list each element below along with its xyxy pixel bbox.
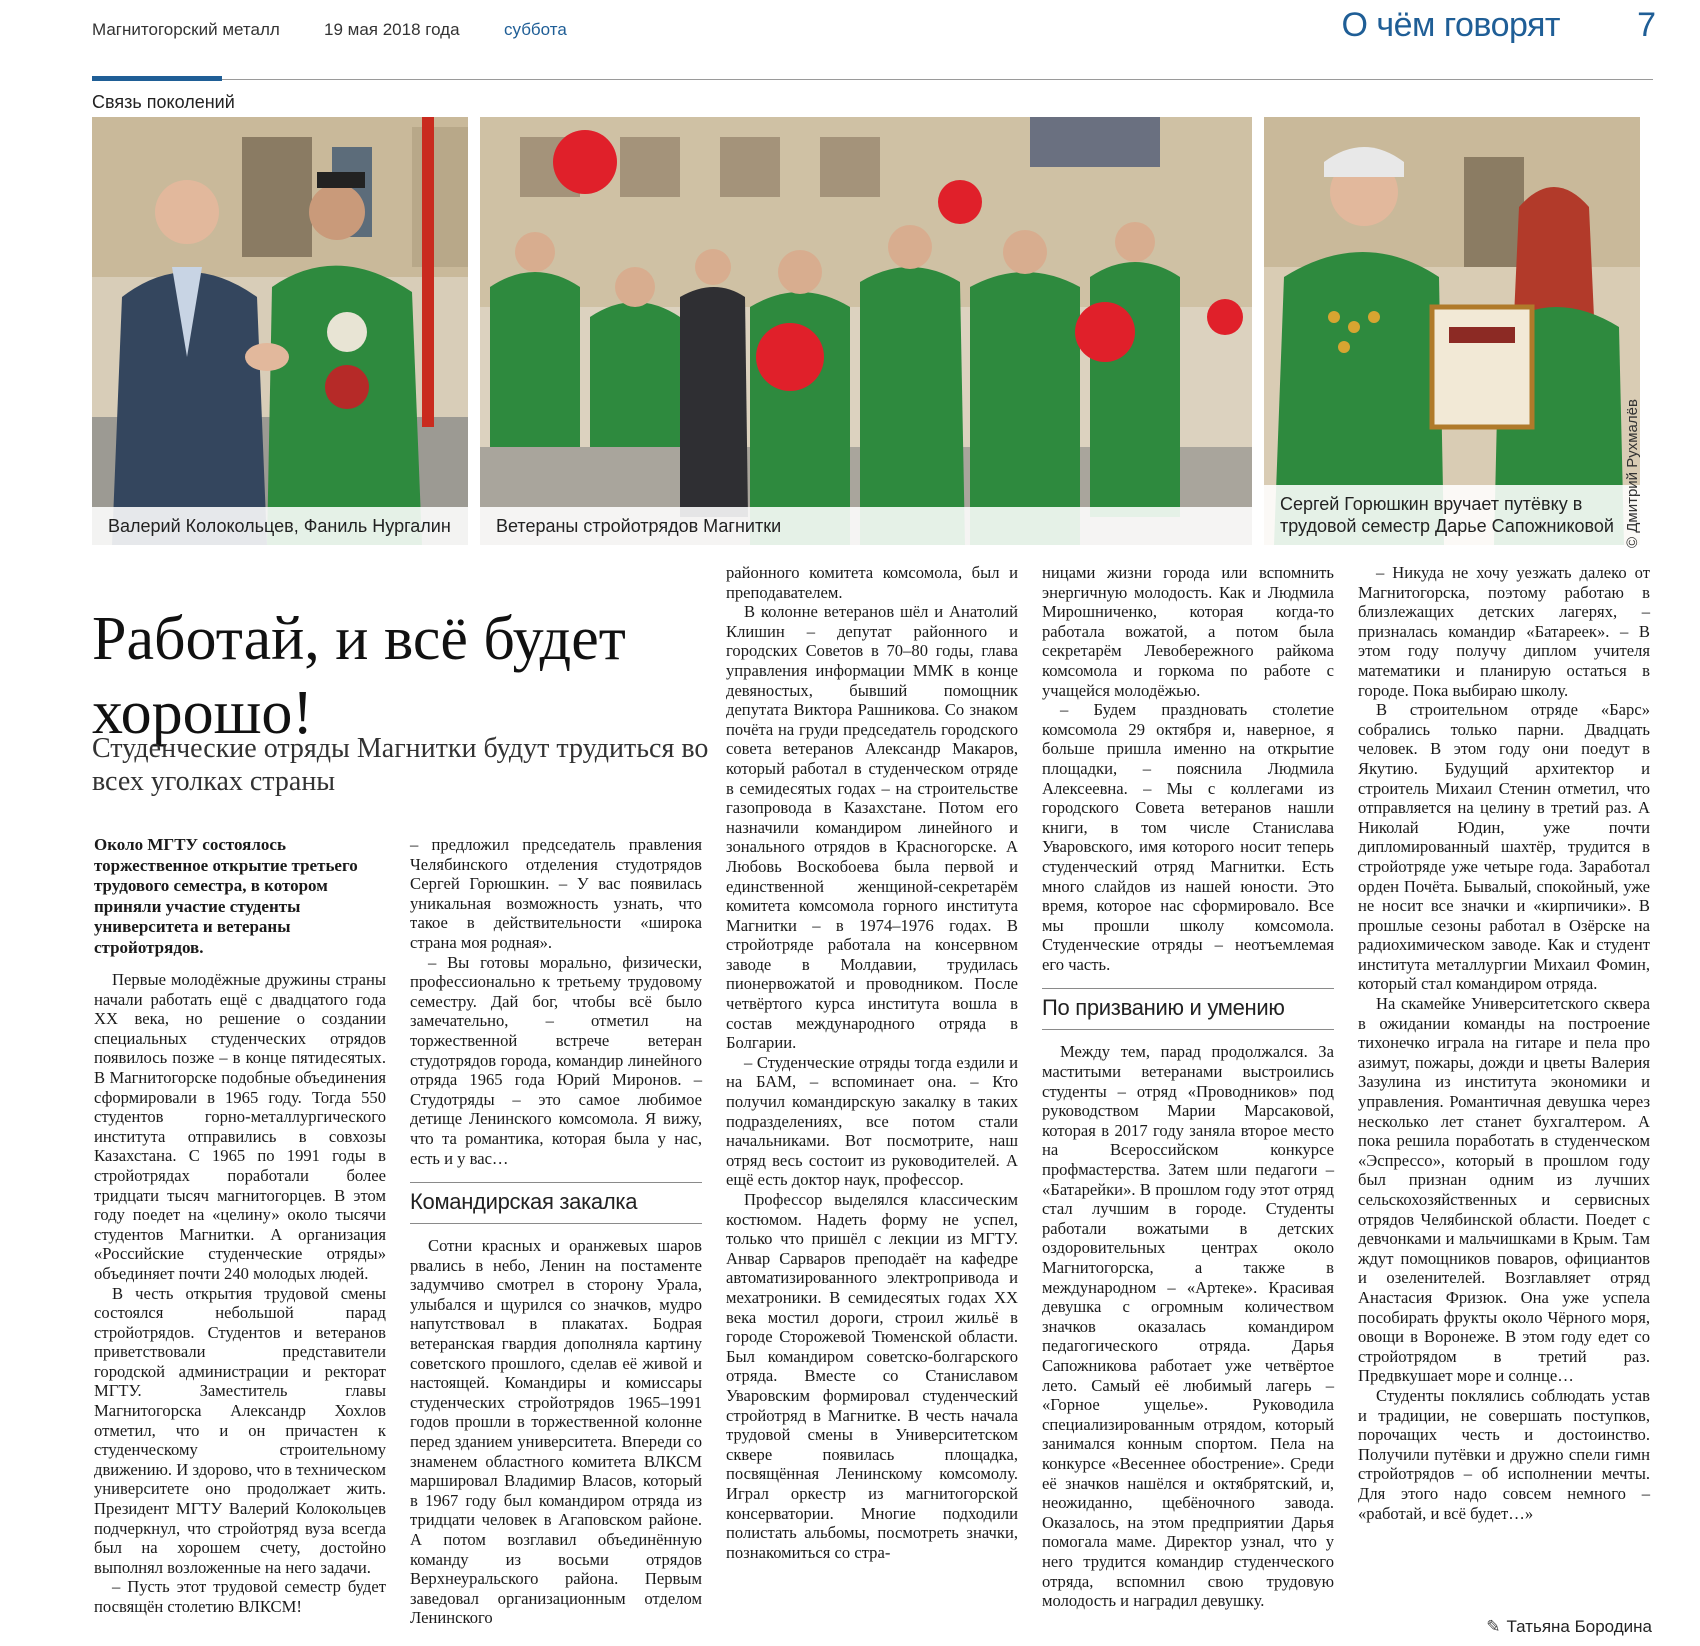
author-signature xyxy=(1486,1617,1652,1637)
photo-caption-2: Ветераны стройотрядов Магнитки xyxy=(480,507,1252,545)
paragraph: – Пусть этот трудовой семестр будет посвящён столетию ВЛКСМ! xyxy=(94,1577,386,1616)
paragraph: районного комитета комсомола, был и преподавателем. xyxy=(726,563,1018,602)
paragraph: – предложил председатель правления Челябинского отделения студотрядов Сергей Горюшкин. – У вас появилась уникальная возможность узнать, что такое в действительности «широка страна моя родная». xyxy=(410,835,702,952)
paragraph: ницами жизни города или вспомнить энергичную молодость. Как и Людмила Мирошниченко, которая когда-то работала вожатой, а потом была секретарём Левобережного райкома комсомола и горкома по работе с учащейся молодёжью. xyxy=(1042,563,1334,700)
article-lead: Около МГТУ состоялось торжественное открытие третьего трудового семестра, в котором приняли участие студенты университета и ветераны стройотрядов. xyxy=(94,835,358,957)
paragraph: Профессор выделялся классическим костюмом. Надеть форму не успел, только что пришёл с лекции из МГТУ. Анвар Сарваров преподаёт на кафедре автоматизированного электропривода и мехатроники. В семидесятых годах XX века мостил дороги, строил жильё в городе Сторожевой Тюменской области. Был командиром советско-болгарского отряда. Вместе со Станиславом Уваровским формировал студенческий стройотряд в Магнитке. В честь начала трудовой смены в Университетском сквере появилась площадка, посвящённая Ленинскому комсомолу. Играл оркестр из магнитогорской консерватории. Многие подходили полистать альбомы, посмотреть значки, познакомиться со стра- xyxy=(726,1190,1018,1562)
article-column-4 xyxy=(1042,563,1334,1611)
photo-handshake xyxy=(92,117,468,545)
paragraph: На скамейке Университетского сквера в ожидании команды на построение тихонечко играла на гитаре и пела про азимут, пожары, дожди и цветы Валерия Зазулина из института экономики и управления. Романтичная девушка через несколько лет станет бухгалтером. А пока решила поработать в студенческом «Эспрессо», который в прошлом году был признан одним из лучших сельскохозяйственных и сервисных отрядов Челябинской области. Поедет с девчонками и мальчишками в Крым. Там ждут помощников поваров, официантов и озеленителей. Возглавляет отряд Анастасия Фризюк. Она уже успела пособирать фрукты около Чёрного моря, овощи в Воронеже. В этом году едет со стройотрядом в третий раз. Предвкушает море и солнце… xyxy=(1358,994,1650,1386)
parade-image xyxy=(480,117,1252,545)
header-accent-bar xyxy=(92,76,222,81)
paragraph: – Будем праздновать столетие комсомола 29 октября и, наверное, я больше пришла именно на открытие площадки, – пояснила Людмила Алексеевна. – Мы с коллегами из городского Совета ветеранов нашли книги, в том числе Станислава Уваровского, имя которого носит теперь студенческий отряд Магнитки. Есть много слайдов из нашей юности. Это время, которое нас сформировало. Все мы прошли школу комсомола. Студенческие отряды – неотъемлемая его часть. xyxy=(1042,700,1334,974)
article-column-1 xyxy=(94,835,386,1617)
header-rule xyxy=(92,79,1653,80)
article-column-5 xyxy=(1358,563,1650,1523)
paragraph: Студенты поклялись соблюдать устав и традиции, не совершать поступков, порочащих честь и достоинство. Получили путёвки и дружно спели гимн стройотрядов – об исполнении мечты. Для этого надо совсем немного – «работай, и всё будет…» xyxy=(1358,1385,1650,1523)
photo-parade xyxy=(480,117,1252,545)
photo-credit xyxy=(1624,398,1644,548)
article-headline: Работай, и всё будет хорошо! xyxy=(92,604,626,747)
pen-icon: ✎ xyxy=(1486,1617,1501,1636)
handshake-image xyxy=(92,117,468,545)
photo-caption-3: Сергей Горюшкин вручает путёвку в трудовой семестр Дарье Сапожниковой xyxy=(1264,485,1640,545)
article-column-3 xyxy=(726,563,1018,1562)
paragraph: В колонне ветеранов шёл и Анатолий Клишин – депутат районного и городских Советов в 70–80 годы, глава управления информации ММК в конце девяностых, бывший помощник депутата Виктора Рашникова. Со знаком почёта на груди председатель городского совета ветеранов Александр Макаров, который работал в студенческом отряде в семидесятых годах – на строительстве газопровода в Казахстане. Потом его назначили командиром линейного и зонального отрядов в Красногорске. А Любовь Воскобоева была первой и единственной женщиной-секретарём комитета комсомола горного института Магнитки – в 1974–1976 годах. В стройотряде работала на консервном заводе в Молдавии, трудилась пионервожатой и проводником. После четвёртого курса института вошла в состав международного отряда в Болгарии. xyxy=(726,602,1018,1053)
issue-date: 19 мая 2018 года xyxy=(324,20,460,39)
paragraph: В честь открытия трудовой смены состоялся небольшой парад стройотрядов. Студентов и ветеранов приветствовали представители городской администрации и ректорат МГТУ. Заместитель главы Магнитогорска Александр Хохлов отметил, что и он причастен к студенческому строительному движению. И здорово, что в техническом университете оно продолжает жить. Президент МГТУ Валерий Колокольцев подчеркнул, что стройотряд вуза всегда был на хорошем счету, достойно выполнял возложенные на него задачи. xyxy=(94,1283,386,1577)
photo-caption-1: Валерий Колокольцев, Фаниль Нургалин xyxy=(92,507,468,545)
page-number: 7 xyxy=(1637,6,1656,44)
paragraph: В строительном отряде «Барс» собрались только парни. Двадцать человек. В этом году они поедут в Якутию. Будущий архитектор и строитель Михаил Стенин отметил, что отправляется на целину в третий раз. А Николай Юдин, уже почти дипломированный шахтёр, трудится в стройотряде уже четыре года. Заработал орден Почёта. Бывалый, спокойный, уже не носит все значки и «кирпичики». В прошлые сезоны работал в Озёрске на радиохимическом заводе. Как и студент института металлургии Михаил Фомин, который стал командиром отряда. xyxy=(1358,700,1650,994)
award-image xyxy=(1264,117,1640,545)
paragraph: Между тем, парад продолжался. За маститыми ветеранами выстроились студенты – отряд «Проводников» под руководством Марии Марсаковой, которая в 2017 году заняла второе место на Всероссийском конкурсе профмастерства. Затем шли педагоги – «Батарейки». В прошлом году этот отряд стал лучшим в городе. Студенты работали вожатыми в детских оздоровительных центрах около Магнитогорска, а также в международном – «Артеке». Красивая девушка с огромным количеством значков оказалась командиром педагогического отряда. Дарья Сапожникова работает уже четвёртое лето. Самый её любимый лагерь – «Горное ущелье». Руководила специализированным отрядом, который занимался конным спортом. Пела на конкурсе «Весеннее обострение». Среди её значков нашёлся и октябрятский, и, неожиданно, щебёночного завода. Оказалось, на этом предприятии Дарья помогала маме. Директор узнал, что у него трудится командир студенческого отряда, вспомнил свою трудовую молодость и наградил девушку. xyxy=(1042,1042,1334,1611)
subhead-prizvanie: По призванию и умению xyxy=(1042,988,1334,1030)
issue-weekday: суббота xyxy=(504,20,567,39)
article-deck: Студенческие отряды Магнитки будут трудиться во всех уголках страны xyxy=(92,733,709,797)
paragraph: – Никуда не хочу уезжать далеко от Магнитогорска, поэтому работаю в близлежащих детских лагерях, – призналась командир «Батареек». – В этом году получу диплом учителя математики и планирую остаться в городе. Пока выбираю школу. xyxy=(1358,563,1650,700)
photo-award xyxy=(1264,117,1640,545)
paragraph: Сотни красных и оранжевых шаров рвались в небо, Ленин на постаменте задумчиво смотрел в сторону Урала, улыбался и щурился со значков, мудро напутствовал в плакатах. Бодрая ветеранская гвардия дополняла картину советского прошлого, сделав её живой и настоящей. Командиры и комиссары студенческих стройотрядов 1965–1991 годов прошли в торжественной колонне перед зданием университета. Впереди со знаменем областного комитета ВЛКСМ маршировал Владимир Власов, который в 1967 году был командиром отряда из тридцати человек в Агаповском районе. А потом возглавил объединённую команду из восьми отрядов Верхнеуральского района. Первым заведовал организационным отделом Ленинского xyxy=(410,1236,702,1628)
paragraph: – Вы готовы морально, физически, профессионально к третьему трудовому семестру. Дай бог, чтобы всё было замечательно, – отметил на торжественной встрече ветеран студотрядов города, командир линейного отряда 1965 года Юрий Миронов. – Студотряды – это самое любимое детище Ленинского комсомола. Я вижу, что та романтика, которая была у нас, есть и у вас… xyxy=(410,952,702,1168)
article-column-2 xyxy=(410,835,702,1628)
paragraph: – Студенческие отряды тогда ездили и на БАМ, – вспоминает она. – Кто получил командирскую закалку в таких подразделениях, все потом стали начальниками. Вот посмотрите, наш отряд весь состоит из руководителей. А ещё есть доктор наук, профессор. xyxy=(726,1052,1018,1190)
photo-credit-text: © Дмитрий Рухмалёв xyxy=(1624,399,1641,548)
author-name: Татьяна Бородина xyxy=(1506,1617,1652,1636)
subhead-komandirskaya: Командирская закалка xyxy=(410,1182,702,1224)
rubric-label: Связь поколений xyxy=(92,92,235,112)
section-title: О чём говорят xyxy=(1341,6,1560,44)
paragraph: Первые молодёжные дружины страны начали работать ещё с двадцатого года XX века, но решение о создании специальных студенческих отрядов появилось позже – в конце пятидесятых. В Магнитогорске подобные объединения сформировали в 1965 году. Тогда 550 студентов горно-металлургического института отправились в совхозы Казахстана. С 1965 по 1991 годы в стройотрядах поработали более тридцати тысяч магнитогорцев. В этом году поедет на «целину» около тысячи студентов Магнитки. А организация «Российские студенческие отряды» объединяет почти 240 молодых людей. xyxy=(94,970,386,1283)
publication-name: Магнитогорский металл xyxy=(92,20,280,39)
